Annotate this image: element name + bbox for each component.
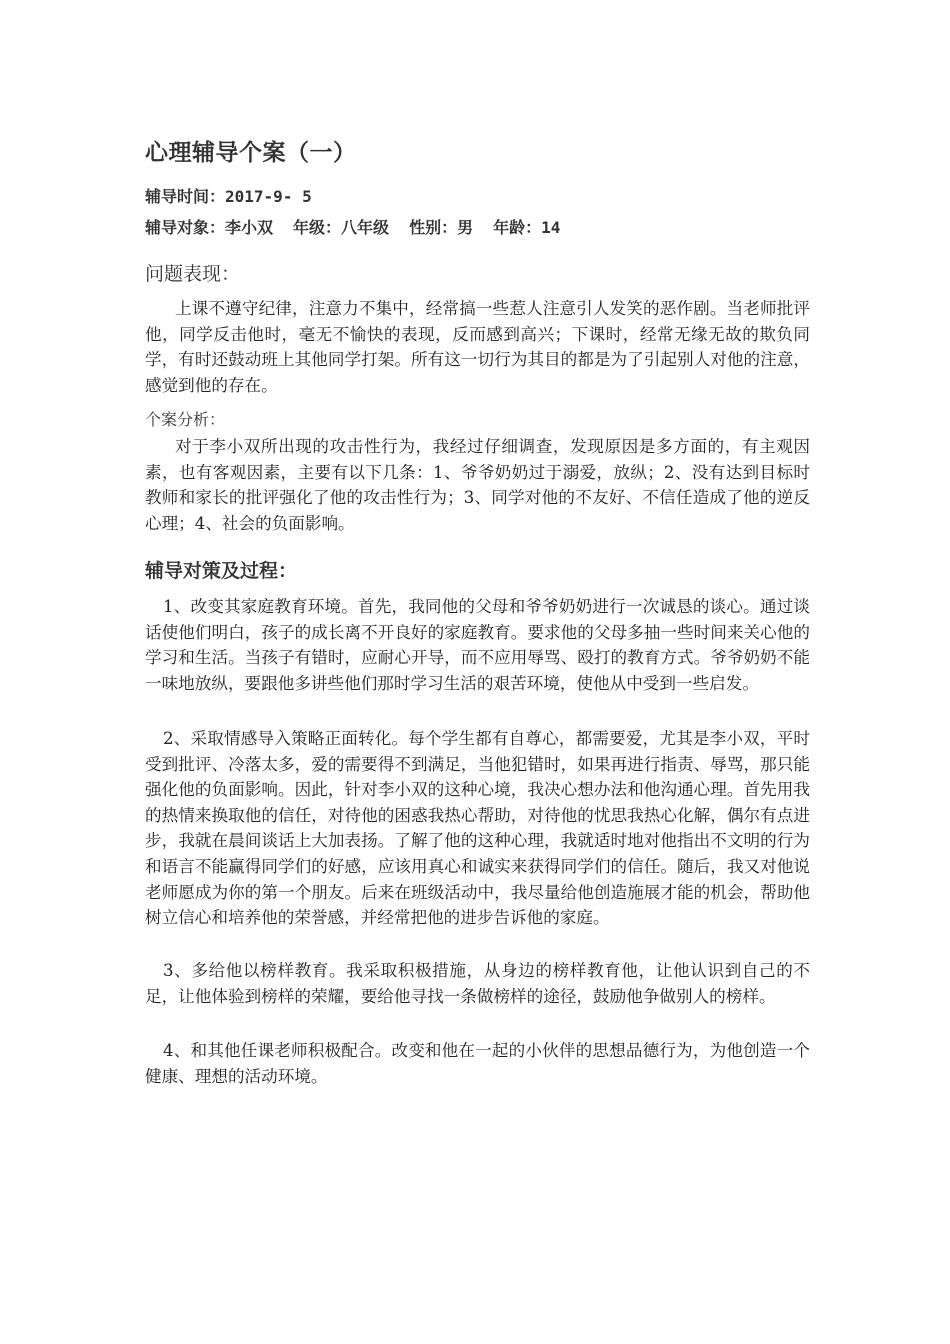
document-title: 心理辅导个案（一） — [145, 140, 357, 166]
strategy-heading: 辅导对策及过程： — [145, 560, 298, 582]
problem-heading: 问题表现： — [145, 263, 241, 285]
document-page — [145, 0, 810, 1344]
strategy-item-1: 1、改变其家庭教育环境。首先，我同他的父母和爷爷奶奶进行一次诚恳的谈心。通过谈话使他们明白，孩子的成长离不开良好的家庭教育。要求他的父母多抽一些时间来关心他的学习和生活。当孩子有错时，应耐心开导，而不应用辱骂、殴打的教育方式。爷爷奶奶不能一味地放纵，要跟他多讲些他们那时学习生活的艰苦环境，使他从中受到一些启发。 — [145, 597, 810, 693]
strategy-item-4: 4、和其他任课老师积极配合。改变和他在一起的小伙伴的思想品德行为，为他创造一个健康、理想的活动环境。 — [145, 1041, 810, 1086]
age-label: 年龄： — [493, 218, 542, 237]
age-value: 14 — [541, 218, 561, 237]
counseling-subject-line — [145, 215, 560, 238]
strategy-item-3: 3、多给他以榜样教育。我采取积极措施，从身边的榜样教育他，让他认识到自己的不足，让他体验到榜样的荣耀，要给他寻找一条做榜样的途径，鼓励他争做别人的榜样。 — [145, 961, 810, 1006]
counseling-time-line — [145, 184, 312, 207]
grade-label: 年级： — [293, 218, 342, 237]
analysis-heading: 个案分析： — [145, 410, 226, 429]
strategy-item-2: 2、采取情感导入策略正面转化。每个学生都有自尊心，都需要爱，尤其是李小双，平时受到批评、冷落太多，爱的需要得不到满足，当他犯错时，如果再进行指责、辱骂，那只能强化他的负面影响。因此，针对李小双的这种心境，我决心想办法和他沟通心理。首先用我的热情来换取他的信任，对待他的困惑我热心帮助，对待他的忧思我热心化解，偶尔有点进步，我就在晨间谈话上大加表扬。了解了他的这种心理，我就适时地对他指出不文明的行为和语言不能赢得同学们的好感，应该用真心和诚实来获得同学们的信任。随后，我又对他说老师愿成为你的第一个朋友。后来在班级活动中，我尽量给他创造施展才能的机会，帮助他树立信心和培养他的荣誉感，并经常把他的进步告诉他的家庭。 — [145, 729, 810, 928]
grade-value: 八年级 — [341, 218, 390, 237]
subject-label: 辅导对象： — [145, 218, 226, 237]
gender-label: 性别： — [409, 218, 458, 237]
analysis-paragraph: 对于李小双所出现的攻击性行为，我经过仔细调查，发现原因是多方面的，有主观因素，也有客观因素，主要有以下几条：1、爷爷奶奶过于溺爱，放纵；2、没有达到目标时教师和家长的批评强化了他的攻击性行为；3、同学对他的不友好、不信任造成了他的逆反心理；4、社会的负面影响。 — [145, 437, 810, 533]
time-label: 辅导时间： — [145, 187, 226, 206]
time-value: 2017-9- 5 — [225, 187, 312, 206]
gender-value: 男 — [457, 218, 474, 237]
subject-value: 李小双 — [225, 218, 274, 237]
problem-paragraph: 上课不遵守纪律，注意力不集中，经常搞一些惹人注意引人发笑的恶作剧。当老师批评他，同学反击他时，毫无不愉快的表现，反而感到高兴；下课时，经常无缘无故的欺负同学，有时还鼓动班上其他同学打架。所有这一切行为其目的都是为了引起别人对他的注意，感觉到他的存在。 — [145, 299, 810, 395]
